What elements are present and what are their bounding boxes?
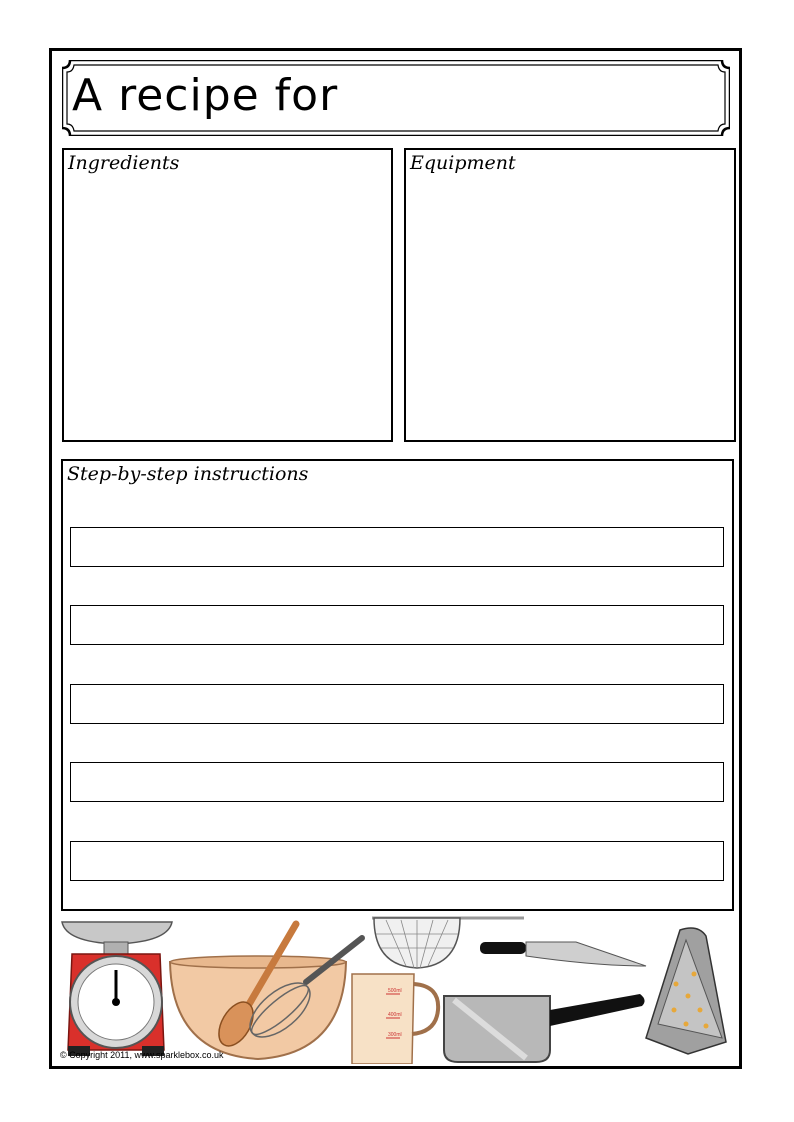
step-line-3[interactable] bbox=[70, 684, 724, 724]
jug-marking-300: 300ml bbox=[388, 1032, 402, 1038]
measuring-jug-icon bbox=[352, 974, 438, 1064]
step-line-4[interactable] bbox=[70, 762, 724, 802]
equipment-panel[interactable] bbox=[404, 148, 736, 442]
step-line-5[interactable] bbox=[70, 841, 724, 881]
page-title: A recipe for bbox=[72, 70, 339, 121]
kitchen-illustrations bbox=[56, 914, 736, 1064]
title-box bbox=[62, 60, 730, 136]
jug-marking-400: 400ml bbox=[388, 1012, 402, 1018]
step-line-2[interactable] bbox=[70, 605, 724, 645]
grater-icon bbox=[646, 928, 726, 1054]
ingredients-panel[interactable] bbox=[62, 148, 393, 442]
copyright-text: © Copyright 2011, www.sparklebox.co.uk bbox=[60, 1050, 224, 1060]
equipment-label: Equipment bbox=[410, 152, 516, 174]
scales-icon bbox=[62, 922, 172, 1056]
ingredients-label: Ingredients bbox=[68, 152, 180, 174]
instructions-label: Step-by-step instructions bbox=[67, 463, 309, 485]
jug-marking-500: 500ml bbox=[388, 988, 402, 994]
knife-icon bbox=[480, 942, 646, 966]
step-line-1[interactable] bbox=[70, 527, 724, 567]
saucepan-icon bbox=[444, 994, 645, 1062]
